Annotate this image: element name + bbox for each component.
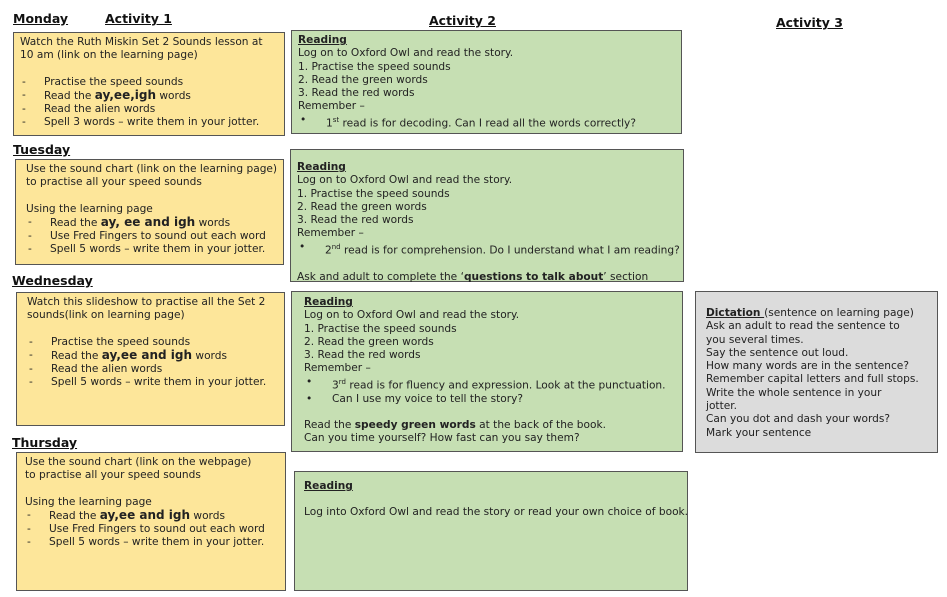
wednesday-activity-3: [695, 291, 938, 453]
wednesday-activity-1: [16, 292, 285, 426]
text-line: Say the sentence out loud.: [706, 346, 849, 359]
text-line: Read the speedy green words at the back of the book.: [304, 418, 606, 431]
text-line: 1. Practise the speed sounds: [304, 322, 457, 335]
section-title: Reading: [298, 34, 347, 46]
day-label-wednesday: Wednesday: [12, 273, 93, 288]
list-item: - Practise the speed sounds: [27, 336, 278, 349]
text-line: Log on to Oxford Owl and read the story.: [298, 47, 514, 60]
task-list: [20, 76, 278, 130]
list-item: - Spell 5 words – write them in your jotter.: [25, 536, 279, 549]
text-line: Write the whole sentence in your: [706, 386, 882, 399]
list-item: - Spell 5 words – write them in your jotter.: [26, 243, 277, 256]
section-title: Reading: [304, 296, 353, 308]
list-item: - Read the ay, ee and igh words: [26, 216, 277, 230]
wednesday-activity-2: [291, 291, 683, 452]
thursday-activity-1: [16, 452, 286, 591]
text-line: Can you time yourself? How fast can you say them?: [304, 432, 580, 445]
section-title: Reading: [297, 161, 346, 173]
text-line: Remember –: [298, 100, 365, 113]
text-line: Remember –: [297, 227, 364, 240]
list-item: • 3rd read is for fluency and expression. Look at the punctuation.: [304, 376, 676, 393]
list-item: • 1st read is for decoding. Can I read all the words correctly?: [298, 114, 675, 131]
list-item: • 2nd read is for comprehension. Do I understand what I am reading?: [297, 241, 677, 258]
activity-1-header: Activity 1: [105, 11, 172, 26]
monday-activity-1: [13, 32, 285, 136]
text-line: Using the learning page: [26, 202, 153, 215]
list-item: - Read the alien words: [20, 103, 278, 116]
text-line: Use the sound chart (link on the webpage): [25, 456, 252, 468]
monday-activity-2: [291, 30, 682, 134]
reminder-list: [297, 241, 680, 258]
text-line: 3. Read the red words: [297, 214, 414, 227]
day-label-monday: Monday: [13, 11, 69, 26]
day-label-tuesday: Tuesday: [13, 142, 71, 157]
text-line: 2. Read the green words: [304, 335, 434, 348]
text-line: jotter.: [706, 400, 737, 413]
text-line: Log on to Oxford Owl and read the story.: [297, 174, 513, 187]
text-line: Log into Oxford Owl and read the story or read your own choice of book.: [304, 506, 689, 519]
text-line: 2. Read the green words: [298, 73, 428, 86]
text-line: 3. Read the red words: [298, 87, 415, 100]
text-line: Using the learning page: [25, 495, 152, 508]
list-item: - Read the ay,ee,igh words: [20, 89, 278, 103]
list-item: • Can I use my voice to tell the story?: [304, 393, 676, 406]
text-line: How many words are in the sentence?: [706, 360, 909, 373]
list-item: - Practise the speed sounds: [20, 76, 278, 89]
list-item: - Spell 3 words – write them in your jotter.: [20, 116, 278, 129]
reminder-list: [298, 376, 676, 406]
text-line: you several times.: [706, 333, 804, 346]
tuesday-activity-1: [15, 159, 284, 265]
text-line: to practise all your speed sounds: [26, 176, 202, 189]
list-item: - Spell 5 words – write them in your jotter.: [27, 376, 278, 389]
activity-2-header: Activity 2: [429, 13, 496, 28]
reminder-list: [298, 114, 675, 131]
text-line: Watch this slideshow to practise all the Set 2: [27, 296, 266, 308]
list-item: - Read the ay,ee and igh words: [27, 349, 278, 363]
text-line: 1. Practise the speed sounds: [297, 187, 450, 200]
text-line: 10 am (link on the learning page): [20, 49, 198, 62]
list-item: - Use Fred Fingers to sound out each word: [26, 230, 277, 243]
text-line: Watch the Ruth Miskin Set 2 Sounds lesson at: [20, 36, 263, 48]
text-line: Remember capital letters and full stops.: [706, 373, 919, 386]
text-line: sounds(link on learning page): [27, 309, 185, 322]
text-line: to practise all your speed sounds: [25, 469, 201, 482]
text-line: Ask and adult to complete the ‘questions to talk about’ section: [297, 270, 649, 283]
list-item: - Read the ay,ee and igh words: [25, 509, 279, 523]
list-item: - Read the alien words: [27, 363, 278, 376]
activity-3-header: Activity 3: [776, 15, 843, 30]
thursday-activity-2: [294, 471, 688, 591]
text-line: Log on to Oxford Owl and read the story.: [304, 309, 520, 322]
text-line: 3. Read the red words: [304, 349, 421, 362]
list-item: - Use Fred Fingers to sound out each word: [25, 523, 279, 536]
day-label-thursday: Thursday: [12, 435, 78, 450]
text-line: Use the sound chart (link on the learning page): [26, 163, 278, 175]
task-list: [25, 509, 279, 550]
task-list: [27, 336, 278, 390]
text-line: 1. Practise the speed sounds: [298, 60, 451, 73]
task-list: [26, 216, 277, 257]
section-title: Reading: [304, 480, 353, 492]
tuesday-activity-2: [290, 149, 684, 282]
text-line: Ask an adult to read the sentence to: [706, 320, 900, 333]
text-line: Can you dot and dash your words?: [706, 413, 891, 426]
text-line: Mark your sentence: [706, 426, 812, 439]
text-line: 2. Read the green words: [297, 200, 427, 213]
section-title: Dictation (sentence on learning page): [706, 307, 914, 319]
text-line: Remember –: [304, 362, 371, 375]
